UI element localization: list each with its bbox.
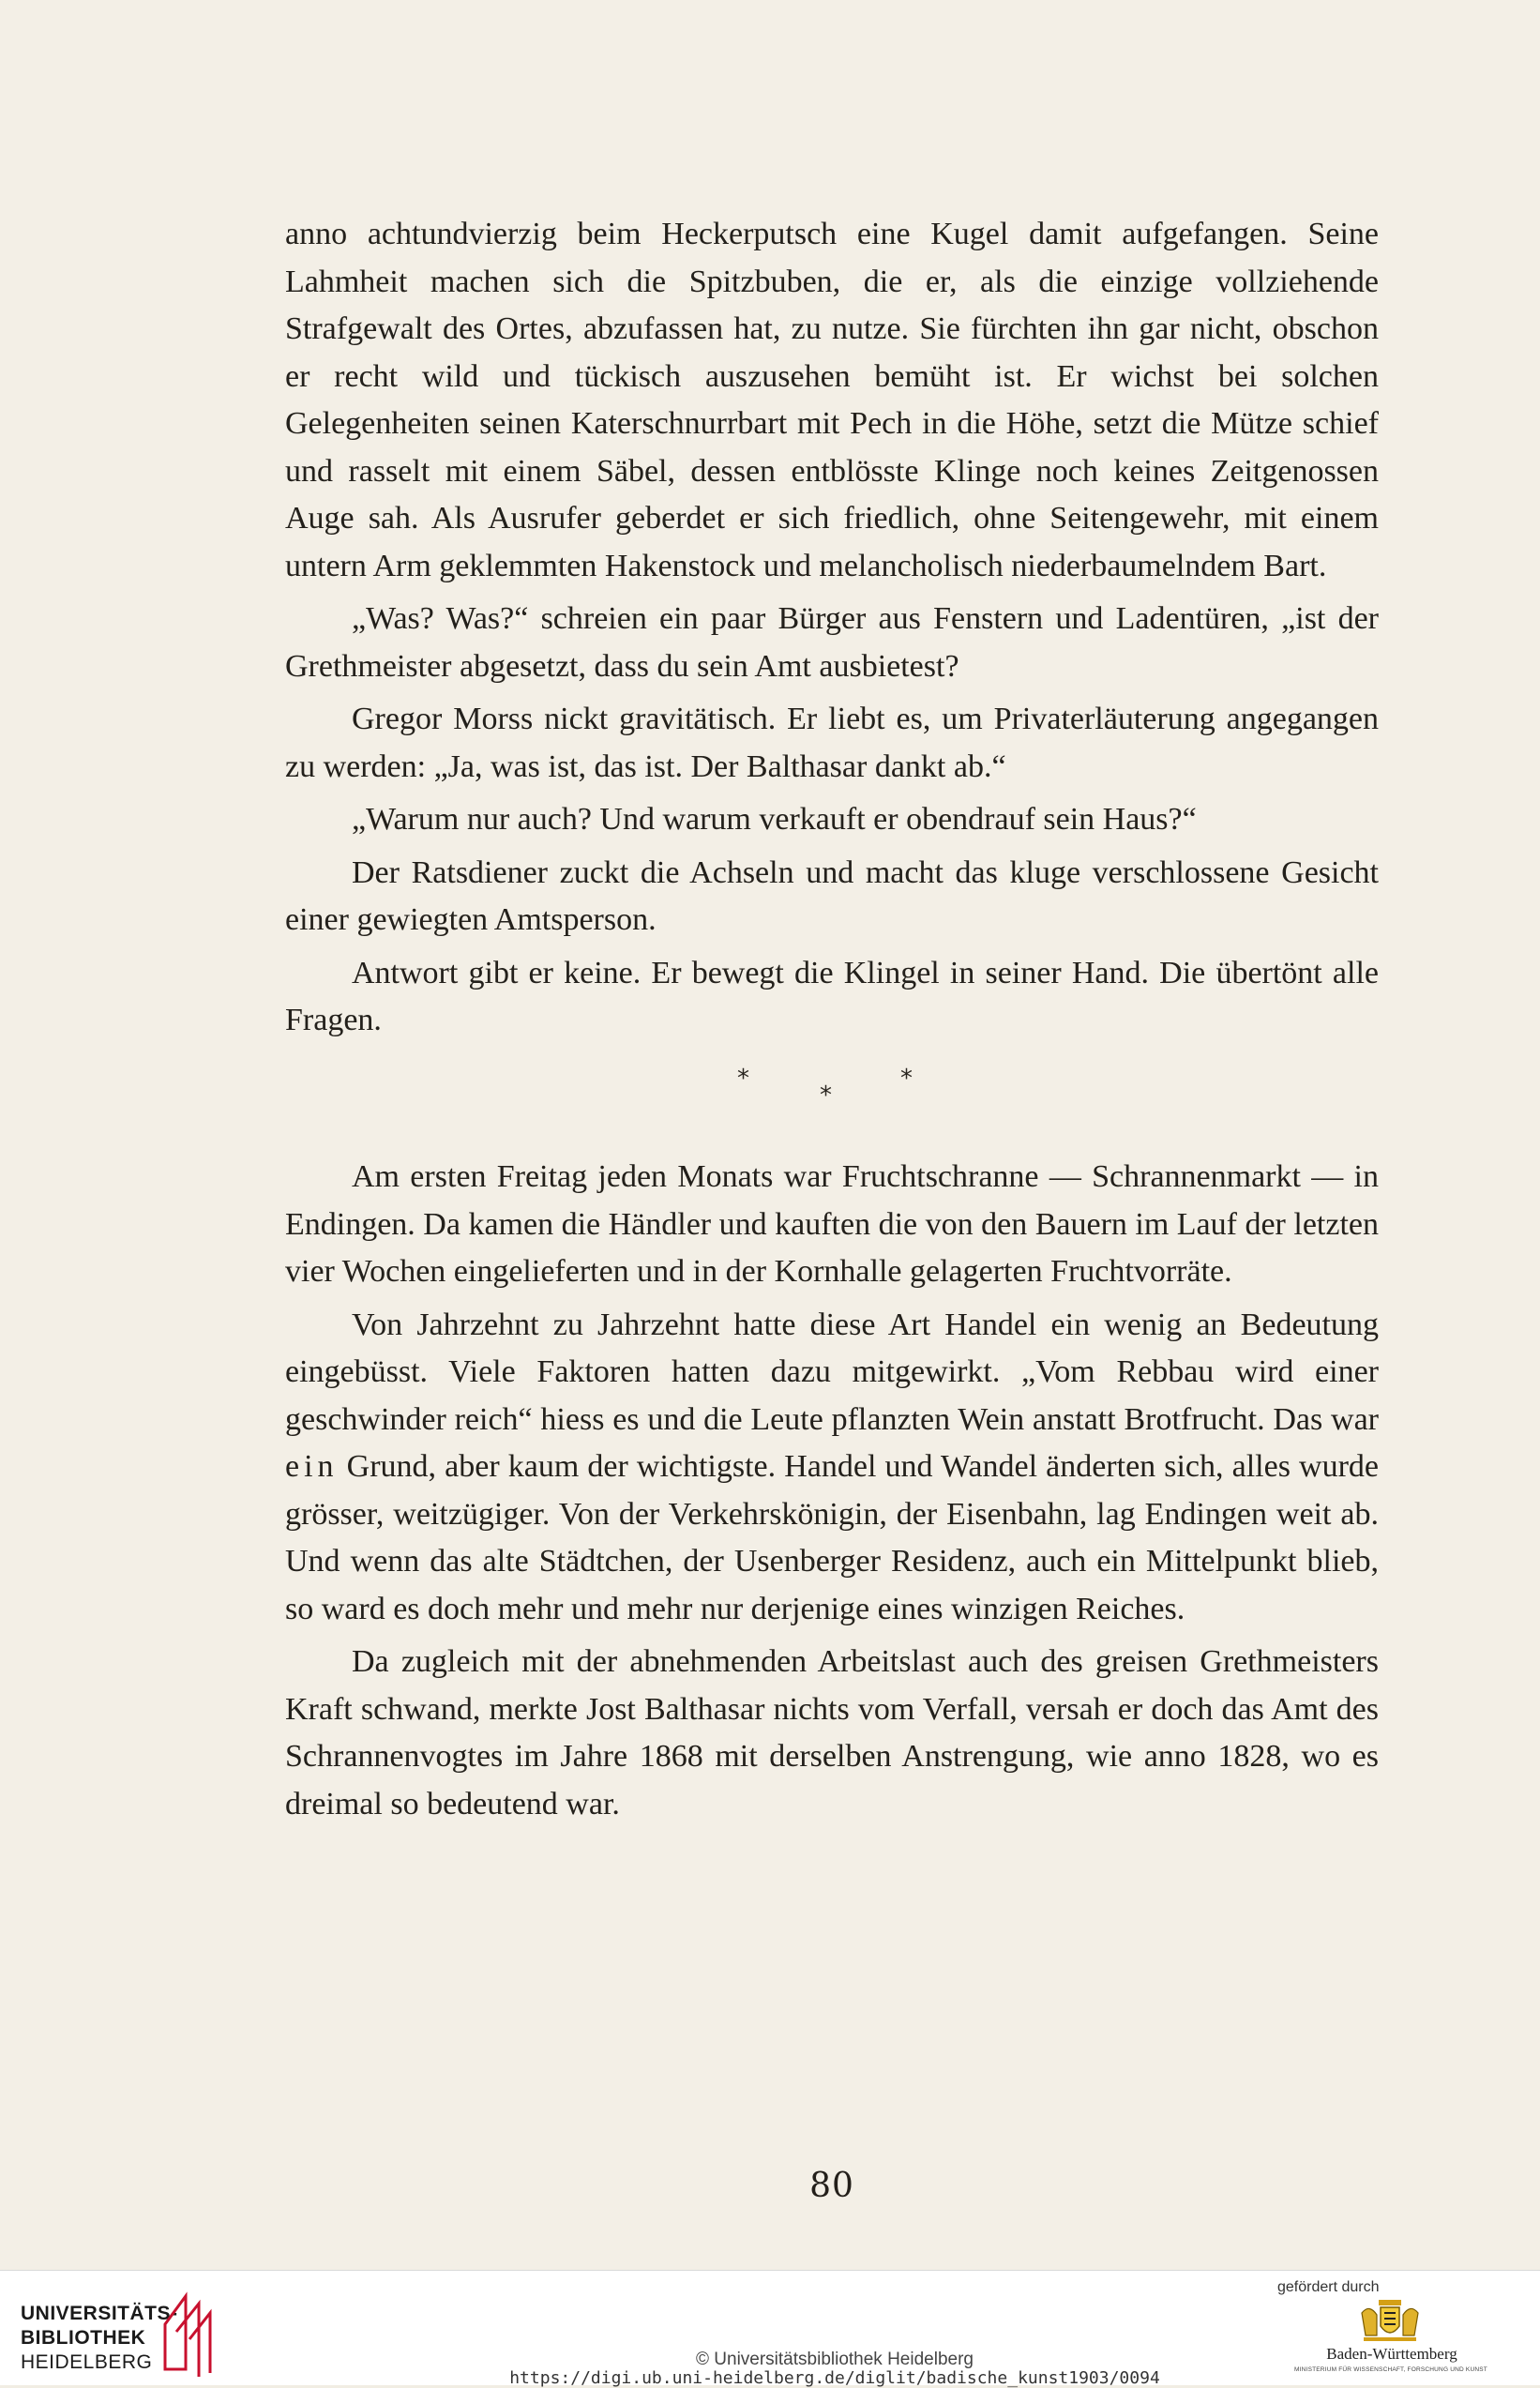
coat-of-arms-icon[interactable]	[1358, 2298, 1422, 2343]
divider-star: *	[820, 1081, 832, 1110]
paragraph: Da zugleich mit der abnehmenden Arbeitslast auch des greisen Grethmeisters Kraft schwand, merkte Jost Balthasar nichts vom Verfall, versah er doch das Amt des Schrannenvogtes im Jahre 1868 mit derselben Anstrengung, wie anno 1828, wo es dreimal so bedeutend war.	[285, 1644, 1379, 1821]
paragraph: Antwort gibt er keine. Er bewegt die Klingel in seiner Hand. Die übertönt alle Fragen.	[285, 955, 1379, 1037]
paragraph-part: Grund, aber kaum der wichtigste. Handel und Wandel änderten sich, alles wurde grösser, weitzügiger. Von der Verkehrskönigin, der Eisenbahn, lag Endingen weit ab. Und wenn das alte Städtchen, der Usenberger Residenz, auch ein Mittelpunkt blieb, so ward es doch mehr und mehr nur derjenige eines winzigen Reiches.	[285, 1449, 1380, 1626]
state-name: Baden-Württemberg	[1326, 2345, 1457, 2363]
page-number: 80	[809, 2167, 854, 2205]
copyright-notice: © Universitätsbibliothek Heidelberg	[696, 2350, 974, 2369]
text-section-2	[285, 1154, 1379, 1828]
paragraph: „Warum nur auch? Und warum verkauft er obendrauf sein Haus?“	[352, 802, 1197, 837]
footer-divider	[0, 2270, 1540, 2271]
library-name-line1: UNIVERSITÄTS-	[21, 2303, 178, 2324]
divider-star: *	[900, 1065, 913, 1093]
footer-bar	[0, 2270, 1540, 2388]
funded-by-label: gefördert durch	[1277, 2279, 1380, 2295]
paragraph: Am ersten Freitag jeden Monats war Fruchtschranne — Schrannenmarkt — in Endingen. Da kamen die Händler und kauften die von den Bauern im Lauf der letzten vier Wochen eingelieferten und in der Kornhalle gelagerten Fruchtvorräte.	[285, 1159, 1379, 1289]
paragraph: Der Ratsdiener zuckt die Achseln und macht das kluge verschlossene Gesicht einer gewiegten Amtsperson.	[285, 854, 1379, 937]
paragraph: Gregor Morss nickt gravitätisch. Er liebt es, um Privaterläuterung angegangen zu werden: „Ja, was ist, das ist. Der Balthasar dankt ab.“	[285, 702, 1379, 784]
paragraph-part: Von Jahrzehnt zu Jahrzehnt hatte diese Art Handel ein wenig an Bedeutung eingebüsst. Viele Faktoren hatten dazu mitgewirkt. „Vom Rebbau wird einer geschwinder reich“ hiess es und die Leute pflanzten Wein anstatt Brotfrucht. Das war	[285, 1307, 1379, 1437]
emphasized-word: ein	[285, 1449, 339, 1484]
permalink-url[interactable]: https://digi.ub.uni-heidelberg.de/diglit/badische_kunst1903/0094	[509, 2368, 1160, 2388]
library-logo-text[interactable]	[21, 2302, 178, 2375]
ministry-name: MINISTERIUM FÜR WISSENSCHAFT, FORSCHUNG UND KUNST	[1294, 2366, 1487, 2373]
paragraph: „Was? Was?“ schreien ein paar Bürger aus Fenstern und Ladentüren, „ist der Grethmeister abgesetzt, dass du sein Amt ausbietest?	[285, 601, 1379, 684]
paragraph: anno achtundvierzig beim Heckerputsch eine Kugel damit aufgefangen. Seine Lahmheit machen sich die Spitzbuben, die er, als die einzige vollziehende Strafgewalt des Ortes, abzufassen hat, zu nutze. Sie fürchten ihn gar nicht, obschon er recht wild und tückisch auszusehen bemüht ist. Er wichst bei solchen Gelegenheiten seinen Katerschnurrbart mit Pech in die Höhe, setzt die Mütze schief und rasselt mit einem Säbel, dessen entblösste Klinge noch keines Zeitgenossen Auge sah. Als Ausrufer geberdet er sich friedlich, ohne Seitengewehr, mit einem untern Arm geklemmten Hakenstock und melancholisch niederbaumelndem Bart.	[285, 217, 1379, 583]
library-emblem-icon[interactable]	[158, 2287, 216, 2377]
paragraph	[285, 1302, 1379, 1634]
library-name-line2: BIBLIOTHEK	[21, 2327, 146, 2349]
divider-star: *	[737, 1065, 749, 1093]
text-section-1	[285, 211, 1379, 1045]
library-name-line3: HEIDELBERG	[21, 2351, 153, 2373]
section-divider	[0, 1065, 1540, 1130]
